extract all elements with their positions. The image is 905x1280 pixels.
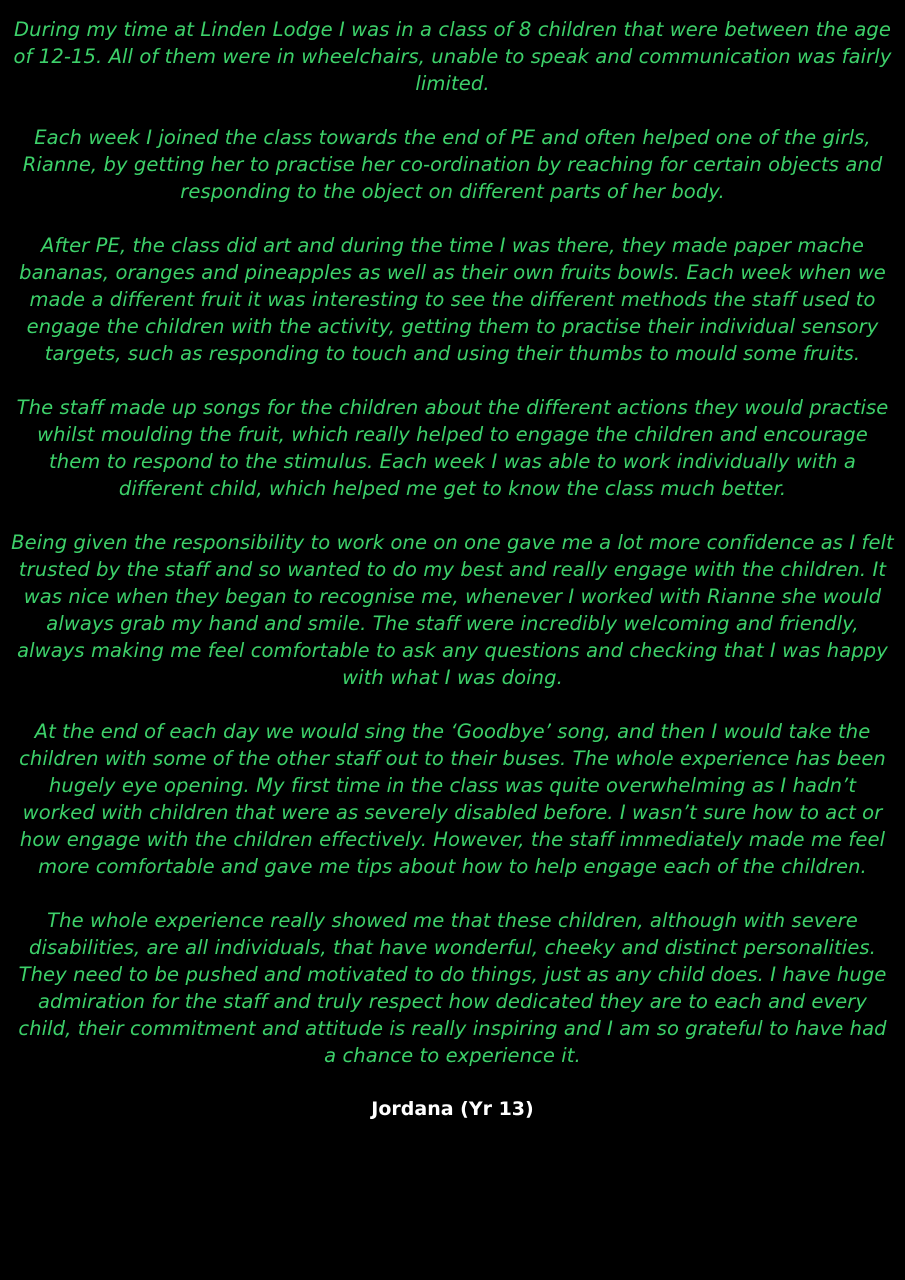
paragraph-class-intro: During my time at Linden Lodge I was in a class of 8 children that were between the age of 12-15. All of them were in wheelchairs, unable to speak and communication was fairly limited. — [13, 18, 892, 95]
author-signature: Jordana (Yr 13) — [371, 1098, 534, 1120]
paragraph-art-fruits: After PE, the class did art and during the time I was there, they made paper mache bananas, oranges and pineapples as well as their own fruits bowls. Each week when we made a different fruit it was interesting to see the different methods the staff used to engage the children with the activity, getting them to practise their individual sensory targets, such as responding to touch and using their thumbs to mould some fruits. — [19, 234, 886, 365]
paragraph-conclusion: The whole experience really showed me that these children, although with severe disabilities, are all individuals, that have wonderful, cheeky and distinct personalities. They need to be pushed and motivated to do things, just as any child does. I have huge admiration for the staff and truly respect how dedicated they are to each and every child, their commitment and attitude is really inspiring and I am so grateful to have had a chance to experience it. — [18, 909, 887, 1067]
paragraph-end-of-day: At the end of each day we would sing the ‘Goodbye’ song, and then I would take the children with some of the other staff out to their buses. The whole experience has been hugely eye opening. My first time in the class was quite overwhelming as I hadn’t worked with children that were as severely disabled before. I wasn’t sure how to act or how engage with the children effectively. However, the staff immediately made me feel more comfortable and gave me tips about how to help engage each of the children. — [19, 720, 886, 878]
paragraph-pe-rianne: Each week I joined the class towards the end of PE and often helped one of the girls, Rianne, by getting her to practise her co-ordination by reaching for certain objects and responding to the object on different parts of her body. — [22, 126, 883, 203]
paragraph-responsibility: Being given the responsibility to work one on one gave me a lot more confidence as I felt trusted by the staff and so wanted to do my best and really engage with the children. It was nice when they began to recognise me, whenever I worked with Rianne she would always grab my hand and smile. The staff were incredibly welcoming and friendly, always making me feel comfortable to ask any questions and checking that I was happy with what I was doing. — [11, 531, 894, 689]
paragraph-staff-songs: The staff made up songs for the children about the different actions they would practise whilst moulding the fruit, which really helped to engage the children and encourage them to respond to the stimulus. Each week I was able to work individually with a different child, which helped me get to know the class much better. — [16, 396, 889, 500]
